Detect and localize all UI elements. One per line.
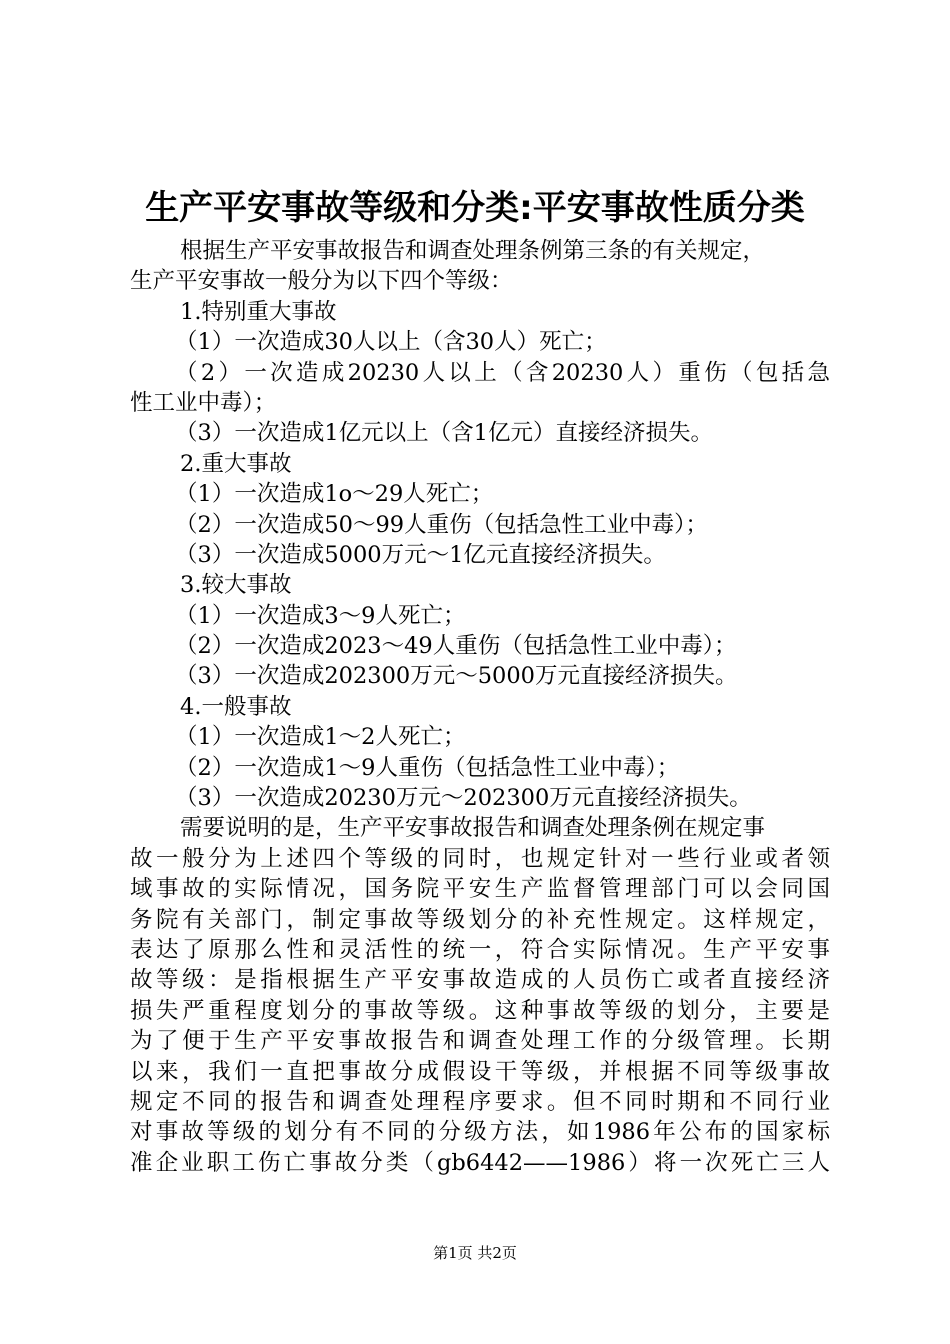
text-line: 生产平安事故一般分为以下四个等级： <box>130 268 513 295</box>
text-line: 规定不同的报告和调查处理程序要求。但不同时期和不同行业 <box>130 1088 830 1115</box>
text-line: （3）一次造成5000万元～1亿元直接经济损失。 <box>175 541 666 568</box>
text-line: 故等级：是指根据生产平安事故造成的人员伤亡或者直接经济 <box>130 967 830 994</box>
page-footer: 第1页 共2页 <box>433 1244 517 1262</box>
text-line: 表达了原那么性和灵活性的统一，符合实际情况。生产平安事 <box>130 936 830 963</box>
text-line: （2）一次造成20230人以上（含20230人）重伤（包括急 <box>175 359 830 386</box>
text-line: （1）一次造成1o～29人死亡； <box>175 481 494 508</box>
text-line: （3）一次造成1亿元以上（含1亿元）直接经济损失。 <box>175 420 713 447</box>
text-line: 以来，我们一直把事故分成假设干等级，并根据不同等级事故 <box>130 1058 830 1085</box>
text-line: 损失严重程度划分的事故等级。这种事故等级的划分，主要是 <box>130 997 830 1024</box>
text-line: （2）一次造成1～9人重伤（包括急性工业中毒）； <box>175 754 680 781</box>
text-line: （3）一次造成202300万元～5000万元直接经济损失。 <box>175 663 738 690</box>
text-line: （3）一次造成20230万元～202300万元直接经济损失。 <box>175 785 752 812</box>
text-line: 域事故的实际情况，国务院平安生产监督管理部门可以会同国 <box>130 876 830 903</box>
text-line: 3.较大事故 <box>180 572 292 599</box>
text-line: 准企业职工伤亡事故分类（gb6442——1986）将一次死亡三人 <box>130 1149 830 1176</box>
text-line: 需要说明的是，生产平安事故报告和调查处理条例在规定事 <box>180 815 766 842</box>
text-line: （1）一次造成3～9人死亡； <box>175 602 466 629</box>
text-line: （2）一次造成2023～49人重伤（包括急性工业中毒）； <box>175 633 737 660</box>
text-line: 为了便于生产平安事故报告和调查处理工作的分级管理。长期 <box>130 1028 830 1055</box>
document-title: 生产平安事故等级和分类:平安事故性质分类 <box>145 188 805 228</box>
text-line: 性工业中毒）； <box>130 389 277 416</box>
document-body <box>130 236 830 1178</box>
text-line: 故一般分为上述四个等级的同时，也规定针对一些行业或者领 <box>130 845 830 872</box>
text-line: 2.重大事故 <box>180 450 292 477</box>
text-line: （1）一次造成1～2人死亡； <box>175 724 466 751</box>
text-line: （2）一次造成50～99人重伤（包括急性工业中毒）； <box>175 511 708 538</box>
text-line: 对事故等级的划分有不同的分级方法，如1986年公布的国家标 <box>130 1119 830 1146</box>
text-line: 1.特别重大事故 <box>180 298 337 325</box>
text-line: 根据生产平安事故报告和调查处理条例第三条的有关规定， <box>180 238 766 264</box>
text-line: 务院有关部门，制定事故等级划分的补充性规定。这样规定， <box>130 906 830 933</box>
text-line: （1）一次造成30人以上（含30人）死亡； <box>175 329 607 356</box>
text-line: 4.一般事故 <box>180 693 292 720</box>
